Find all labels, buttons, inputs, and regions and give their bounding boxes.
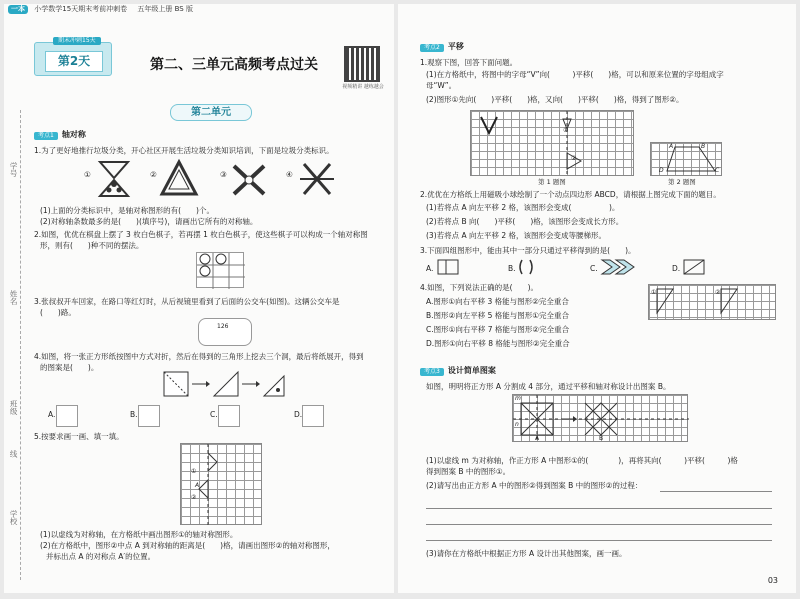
r3-option-c[interactable]: C. — [590, 264, 598, 273]
q1-label-4: ④ — [286, 170, 293, 179]
kp3-heading — [420, 366, 496, 377]
r2-sub1: (1)若将点 A 向左平移 2 格，该图形会变成( )。 — [426, 203, 620, 212]
q2-line1: 2.如图，优优在棋盘上摆了 3 枚白色棋子，若再摆 1 枚白色棋子，使这些棋子可以构成一个轴对称图 — [34, 230, 368, 239]
field-student-id: 学号 — [9, 162, 19, 177]
q5-grid[interactable] — [180, 443, 262, 525]
r2-sub2: (2)若将点 B 向( )平移( )格，该图形会变成长方形。 — [426, 217, 624, 226]
r3-option-a-figure — [436, 258, 460, 276]
q1-text: 1.为了更好地推行垃圾分类，开心社区开展生活垃圾分类知识培训，下面是垃圾分类标识。 — [34, 146, 334, 155]
q5-mark-2: ② — [191, 494, 197, 501]
mirror-bus — [198, 318, 252, 346]
page-header — [8, 5, 792, 14]
q5-mark-a: A — [195, 482, 200, 489]
kp2-badge: 考点2 — [420, 44, 444, 52]
kp1-title: 轴对称 — [61, 130, 86, 139]
q4-option-d[interactable]: D. — [294, 410, 303, 419]
binding-strip — [4, 110, 26, 580]
q4-option-b-figure — [138, 405, 160, 427]
kp1-badge: 考点1 — [34, 132, 58, 140]
q4-option-c-figure — [218, 405, 240, 427]
q3-line1: 3.张叔叔开车回家，在路口等红灯时，从后视镜里看到了后面的公交车(如图)。这辆公交车是 — [34, 297, 340, 306]
r5-mark-n: n — [515, 421, 519, 428]
q5-mark-1: ① — [191, 468, 197, 475]
series-title: 小学数学15天期末考前冲刺卷 — [34, 5, 128, 13]
r5-sub1b: 得到图案 B 中的图形①。 — [426, 467, 511, 476]
q1-sub1: (1)上面的分类标识中，是轴对称图形的有( )个。 — [40, 206, 214, 215]
recycle-sign-1-icon — [96, 160, 132, 198]
day-tag — [34, 37, 112, 76]
r1-mark-b: B — [701, 143, 706, 150]
r3-option-c-figure — [600, 258, 640, 276]
qr-code[interactable] — [344, 46, 380, 82]
field-name: 姓名 — [9, 290, 19, 305]
r5-sub3: (3)请你在方格纸中根据正方形 A 设计出其他图案，画一画。 — [426, 549, 627, 558]
r3-option-b[interactable]: B. — [508, 264, 516, 273]
answer-line-3[interactable] — [426, 524, 772, 525]
r1-sub1a: (1)在方格纸中，将图中的字母“V”向( )平移( )格，可以和原来位置的字母组成字 — [426, 70, 724, 79]
unit-heading: 第二单元 — [170, 104, 252, 121]
q5-sub3: 并标出点 A 的对称点 A′的位置。 — [46, 552, 156, 561]
answer-line-1[interactable] — [660, 491, 772, 492]
r5-text: 如图，明明将正方形 A 分割成 4 部分，通过平移和轴对称设计出图案 B。 — [426, 382, 671, 391]
r4-option-d[interactable]: D.图形①向右平移 8 格能与图形②完全重合 — [426, 339, 570, 348]
r1-mark-2: ② — [571, 155, 577, 162]
q4-line2: 的图案是( )。 — [40, 363, 99, 372]
q1-label-1: ① — [84, 170, 91, 179]
q1-label-3: ③ — [220, 170, 227, 179]
r3-text: 3.下面四组图形中，能由其中一部分只通过平移得到的是( )。 — [420, 246, 636, 255]
r3-option-b-figure — [518, 258, 542, 276]
r2-text: 2.优优在方格纸上用磁吸小球绘制了一个动点四边形 ABCD，请根据上图完成下面的题目。 — [420, 190, 721, 199]
r4-option-b[interactable]: B.图形②向左平移 5 格能与图形①完全重合 — [426, 311, 570, 320]
r1-sub2: (2)图形①先向( )平移( )格，又向( )平移( )格，得到了图形②。 — [426, 95, 684, 104]
q4-line1: 4.如图，将一张正方形纸按图中方式对折，然后在得到的三角形上挖去三个洞，最后将纸展开，得到 — [34, 352, 364, 361]
q5-sub2: (2)在方格纸中，图形②中点 A 到对称轴的距离是( )格，请画出图形②的轴对称图形， — [40, 541, 335, 550]
q4-option-c[interactable]: C. — [210, 410, 218, 419]
r1-sub1b: 母“W”。 — [426, 81, 457, 90]
page-number: 03 — [767, 576, 778, 586]
brand-logo: 一本 — [8, 5, 28, 14]
r1-caption-1: 第 1 题图 — [538, 178, 566, 186]
r5-mark-m: m — [515, 395, 521, 402]
kp3-badge: 考点3 — [420, 368, 444, 376]
q3-line2: ( )路。 — [40, 308, 76, 317]
r1-grid-1[interactable] — [470, 110, 634, 176]
q5-text: 5.按要求画一画、填一填。 — [34, 432, 124, 441]
q1-label-2: ② — [150, 170, 157, 179]
r5-mark-a: A — [535, 435, 540, 442]
r4-grid[interactable] — [648, 284, 776, 320]
answer-line-2[interactable] — [426, 508, 772, 509]
r1-mark-1: ① — [563, 127, 569, 134]
field-line: 线 — [9, 450, 19, 458]
r4-option-c[interactable]: C.图形①向右平移 7 格能与图形②完全重合 — [426, 325, 570, 334]
r5-mark-b: B — [599, 435, 604, 442]
answer-line-4[interactable] — [426, 540, 772, 541]
field-class: 班级 — [9, 400, 19, 415]
chess-board — [196, 252, 244, 288]
kp2-heading — [420, 42, 464, 53]
kp1-heading — [34, 130, 86, 141]
recycle-sign-3-icon — [230, 160, 268, 198]
q1-sub2: (2)对称轴条数最多的是( )(填序号)，请画出它所有的对称轴。 — [40, 217, 258, 226]
q4-option-b[interactable]: B. — [130, 410, 138, 419]
qr-caption: 视频精讲 越练越会 — [342, 84, 384, 90]
r1-mark-d: D — [659, 167, 664, 174]
r5-grid[interactable] — [512, 394, 688, 442]
r4-option-a[interactable]: A.图形①向右平移 3 格能与图形②完全重合 — [426, 297, 569, 306]
day-tag-top: 期末冲刺15天 — [53, 37, 101, 45]
r1-mark-a: A — [669, 143, 674, 150]
r4-mark-2: ② — [715, 289, 721, 296]
field-school: 学校 — [9, 510, 19, 525]
r5-sub2: (2)请写出由正方形 A 中的图形②得到图案 B 中的图形②的过程： — [426, 481, 643, 490]
q4-option-d-figure — [302, 405, 324, 427]
q2-line2: 形，则有( )种不同的摆法。 — [40, 241, 144, 250]
kp3-title: 设计简单图案 — [447, 366, 496, 375]
r3-option-d-figure — [682, 258, 706, 276]
r1-text: 1.观察下图，回答下面问题。 — [420, 58, 518, 67]
r5-sub1a: (1)以虚线 m 为对称轴，作正方形 A 中图形①的( )，再将其向( )平移( )格 — [426, 456, 738, 465]
day-tag-label: 第2天 — [45, 51, 103, 72]
r3-option-d[interactable]: D. — [672, 264, 681, 273]
r4-text: 4.如图，下列说法正确的是( )。 — [420, 283, 539, 292]
recycle-sign-2-icon — [160, 160, 198, 198]
r2-sub3: (3)若将点 A 向左平移 2 格，该图形会变成等腰梯形。 — [426, 231, 607, 240]
page-title: 第二、三单元高频考点过关 — [150, 57, 318, 73]
r1-grid-2[interactable] — [650, 142, 722, 176]
paper-fold-steps — [162, 370, 292, 402]
kp2-title: 平移 — [447, 42, 464, 51]
r1-caption-2: 第 2 题图 — [668, 178, 696, 186]
q4-option-a-figure — [56, 405, 78, 427]
q5-sub1: (1)以虚线为对称轴，在方格纸中画出图形①的轴对称图形。 — [40, 530, 238, 539]
r4-mark-1: ① — [651, 289, 657, 296]
bus-number: 126 — [217, 323, 229, 330]
q4-option-a[interactable]: A. — [48, 410, 56, 419]
r3-option-a[interactable]: A. — [426, 264, 434, 273]
r1-mark-c: C — [715, 167, 720, 174]
grade-label: 五年级上册 BS 版 — [137, 5, 193, 13]
recycle-sign-4-icon — [298, 160, 336, 198]
